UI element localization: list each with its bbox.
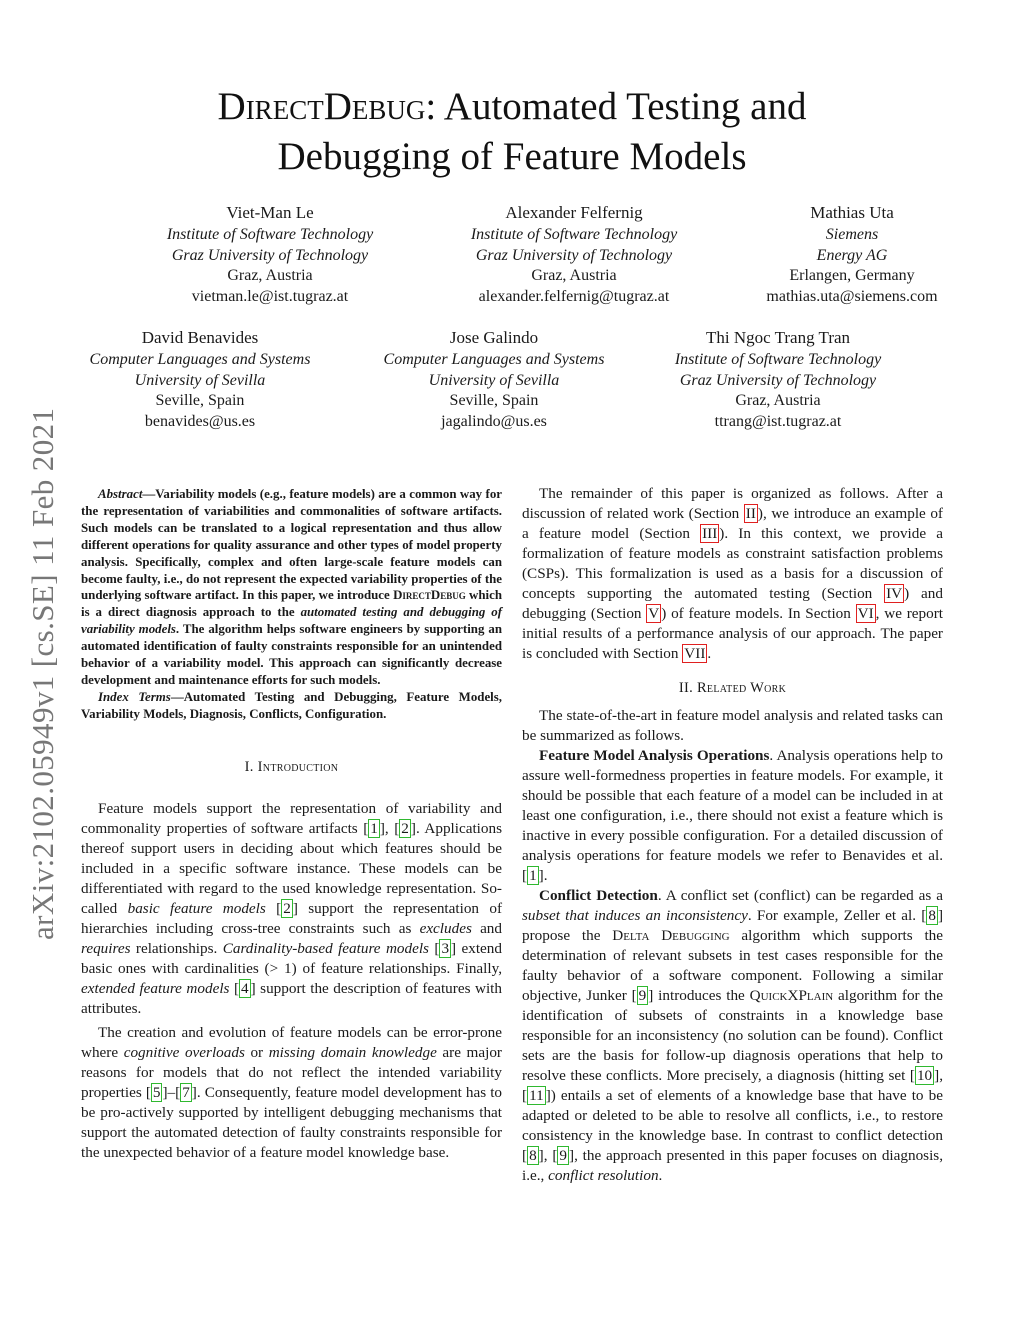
citation-link[interactable]: 5 — [152, 1083, 161, 1101]
citation-link[interactable]: 7 — [182, 1083, 190, 1101]
section-heading-introduction — [81, 757, 502, 777]
author-card — [738, 202, 966, 307]
citation-link[interactable]: 3 — [441, 939, 450, 957]
citation-link[interactable]: 2 — [401, 819, 409, 837]
author-name: Alexander Felfernig — [505, 203, 643, 222]
citation-link[interactable]: 10 — [916, 1067, 933, 1084]
author-affiliation: Institute of Software Technology — [470, 226, 678, 243]
abstract-text: which is a direct diagnosis approach to the — [81, 588, 502, 620]
author-email[interactable]: mathias.uta@siemens.com — [766, 287, 938, 305]
arxiv-stamp: arXiv:2102.05949v1 [cs.SE] 11 Feb 2021 — [25, 407, 60, 940]
index-terms — [81, 689, 502, 723]
author-email[interactable]: jagalindo@us.es — [441, 412, 547, 430]
author-affiliation: Siemens — [825, 226, 879, 243]
section-link[interactable]: IV — [886, 585, 903, 602]
author-affiliation: Energy AG — [816, 246, 888, 264]
author-card — [638, 327, 918, 432]
section-link[interactable]: II — [745, 505, 756, 522]
paragraph-lead: Feature Model Analysis Operations — [539, 747, 770, 764]
section-number: I. — [244, 758, 254, 775]
citation-link[interactable]: 8 — [928, 907, 936, 924]
abstract-text: —Variability models (e.g., feature models) are a common way for the representation of variabilities and commonalities of software artifacts. Such models can be translated to a logical representation and thus allow different operations for quality assurance and other types of model property analysis. Specifically, complex and often large-scale feature models can become faulty, i.e., do not represent the expected variability properties of the underlying software artifact. In this paper, we introduce — [81, 487, 502, 603]
paragraph: Feature models support the representation of variability and commonality properties of software artifacts [ 1 ], [ 2 ]. Applications thereof support users in deciding about which features should be included in a specific software instance. These models can be differentiated with regard to the used knowledge representation. So-called basic feature models [ 2 ] support the representation of hierarchies including cross-tree constraints such as excludes and requires relationships. Cardinality-based feature models [ 3 ] extend basic ones with cardinalities (> 1) of feature relationships. Finally, extended feature models [ 4 ] support the description of features with attributes. — [81, 799, 503, 1017]
index-terms-label: Index Terms — [98, 689, 171, 704]
author-name: David Benavides — [141, 328, 259, 347]
citation-link[interactable]: 4 — [241, 979, 249, 997]
index-terms-text: —Automated Testing and Debugging, Feature Models, Variability Models, Diagnosis, Conflicts, Configuration. — [81, 689, 502, 721]
author-email[interactable]: alexander.felfernig@tugraz.at — [478, 287, 670, 305]
author-affiliation: Graz University of Technology — [475, 246, 673, 264]
author-email[interactable]: benavides@us.es — [144, 412, 256, 430]
author-location: Graz, Austria — [227, 267, 313, 284]
author-affiliation: Institute of Software Technology — [166, 226, 374, 243]
citation-link[interactable]: 9 — [559, 1147, 567, 1164]
author-card — [128, 202, 412, 307]
author-card — [432, 202, 716, 307]
section-link[interactable]: VI — [857, 605, 874, 622]
paragraph-lead: Conflict Detection — [539, 887, 658, 904]
paper-title — [110, 82, 914, 182]
author-name: Mathias Uta — [810, 203, 894, 222]
title-smallcaps: DirectDebug — [217, 85, 426, 128]
author-affiliation: Institute of Software Technology — [674, 351, 882, 368]
title-line1: : Automated Testing and — [425, 85, 807, 128]
paragraph: The remainder of this paper is organized as follows. After a discussion of related work (Section II ), we introduce an example of a feature model (Section III ). In this context, we provide a formalization of feature models as constraint satisfaction problems (CSPs). This formalization is used as a basis for a discussion of concepts supporting the automated testing (Section IV ) and debugging (Section V ) of feature models. In Section VI , we report initial results of a performance analysis of our approach. The paper is concluded with Section VII . — [522, 485, 944, 662]
citation-link[interactable]: 1 — [529, 867, 537, 884]
author-affiliation: Computer Languages and Systems — [383, 351, 605, 368]
author-affiliation: Graz University of Technology — [679, 371, 877, 389]
author-email[interactable]: vietman.le@ist.tugraz.at — [191, 287, 349, 305]
author-card — [352, 327, 636, 432]
abstract-text: . The algorithm helps software engineers by supporting an automated identification of faulty constraints responsible for an unintended behavior of a variability model. This approach can significantly decrease development and maintenance efforts for such models. — [81, 622, 502, 687]
algorithm-name: QuickXPlain — [749, 987, 834, 1004]
paragraph: Conflict Detection. A conflict set (conflict) can be regarded as a subset that induces an inconsistency. For example, Zeller et al. [ 8 ] propose the Delta Debugging algorithm which supports the determination of relevant subsets in test cases responsible for the faulty behavior of a software component. Following a similar objective, Junker [ 9 ] introduces the QuickXPlain algorithm for the identification of subsets of constraints in a knowledge base responsible for an inconsistency (no solution can be found). Conflict sets are the basis for follow-up diagnosis operations that help to resolve these conflicts. More precisely, a diagnosis (hitting set [ 10 ], [ 11 ]) entails a set of elements of a knowledge base that have to be adapted or deleted to be able to resolve all conflicts, i.e., to restore consistency in the knowledge base. In contrast to conflict detection [ 8 ], [ 9 ], the approach presented in this paper focuses on diagnosis, i.e., conflict resolution. — [522, 887, 944, 1184]
paragraph: The state-of-the-art in feature model analysis and related tasks can be summarized as follows. — [522, 707, 943, 744]
citation-link[interactable]: 9 — [638, 987, 647, 1004]
citation-link[interactable]: 11 — [529, 1087, 544, 1104]
citation-link[interactable]: 2 — [283, 899, 291, 917]
right-column — [522, 484, 943, 1186]
section-title: Introduction — [257, 758, 339, 775]
author-location: Seville, Spain — [449, 392, 539, 409]
author-card — [58, 327, 342, 432]
author-email[interactable]: ttrang@ist.tugraz.at — [714, 412, 842, 430]
title-line2: Debugging of Feature Models — [277, 135, 747, 178]
author-name: Jose Galindo — [449, 328, 539, 347]
section-title: Related Work — [696, 680, 787, 696]
author-affiliation: University of Sevilla — [428, 371, 560, 389]
paragraph: Feature Model Analysis Operations. Analysis operations help to assure well-formedness properties in feature models. For example, it should be possible that each feature of a model can be included in at least one configuration, i.e., there should not exist a feature which is inactive in every possible configuration. For a detailed discussion of analysis operations for feature models we refer to Benavides et al. [ 1 ]. — [522, 747, 943, 884]
author-affiliation: Graz University of Technology — [171, 246, 369, 264]
section-link[interactable]: III — [702, 525, 718, 542]
author-affiliation: Computer Languages and Systems — [89, 351, 311, 368]
citation-link[interactable]: 1 — [370, 819, 378, 837]
author-location: Seville, Spain — [155, 392, 245, 409]
author-block — [0, 202, 1024, 432]
section-link[interactable]: VII — [684, 645, 706, 662]
section-heading-related-work — [522, 678, 943, 698]
author-affiliation: University of Sevilla — [134, 371, 266, 389]
section-number: II. — [678, 680, 694, 696]
paragraph: The creation and evolution of feature models can be error-prone where cognitive overloads or missing domain knowledge are major reasons for models that do not reflect the intended variability properties [ 5 ]–[ 7 ]. Consequently, feature model development has to be pro-actively supported by intelligent debugging mechanisms that support the automated detection of faulty constraints responsible for the unexpected behavior of a feature model knowledge base. — [81, 1023, 503, 1161]
section-link[interactable]: V — [648, 605, 660, 622]
author-name: Thi Ngoc Trang Tran — [705, 328, 851, 347]
abstract — [81, 486, 502, 689]
left-column — [81, 486, 502, 1163]
algorithm-name: Delta Debugging — [612, 927, 730, 944]
citation-link[interactable]: 8 — [529, 1147, 537, 1164]
author-location: Erlangen, Germany — [789, 267, 915, 284]
algorithm-name: DirectDebug — [393, 588, 466, 603]
author-location: Graz, Austria — [531, 267, 617, 284]
author-location: Graz, Austria — [735, 392, 821, 409]
author-name: Viet-Man Le — [226, 203, 314, 222]
abstract-emphasis: automated testing and debugging of variability models — [81, 605, 503, 637]
abstract-label: Abstract — [98, 487, 143, 501]
